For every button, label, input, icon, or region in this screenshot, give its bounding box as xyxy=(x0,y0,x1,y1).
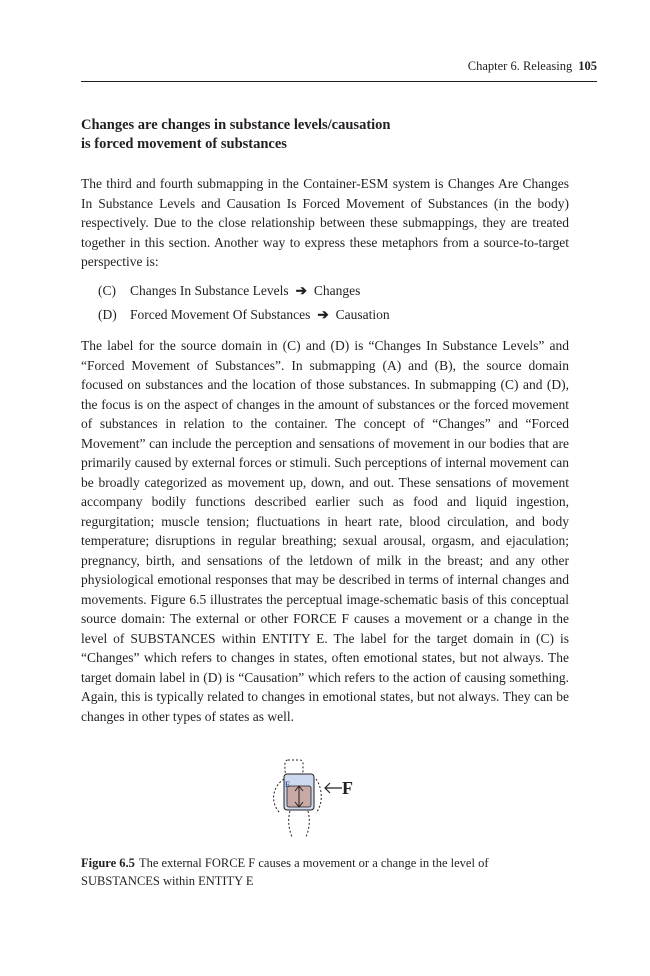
arrow-icon: ➔ xyxy=(317,307,329,322)
mapping-source: Changes In Substance Levels xyxy=(130,283,289,298)
caption-text: The external FORCE F causes a movement or a change in the level of SUBSTANCES within ENTITY E xyxy=(81,856,489,888)
arrow-icon: ➔ xyxy=(295,283,307,298)
mapping-target: Changes xyxy=(313,283,361,298)
chapter-title: Chapter 6. Releasing xyxy=(467,59,573,73)
paragraph-body: The label for the source domain in (C) and (D) is “Changes In Substance Levels” and “Forced Movement of Substances”. In submapping (A) and (B), the source domain focused on substances and the location of those substances. In submapping (C) and (D), the focus is on the aspect of changes in the amount of substances or the forced movement of substances in relation to the container. The concept of “Changes” and “Forced Movement” can include the perception and sensations of movement in our bodies that are primarily caused by external forces or stimuli. Such perceptions of internal movement can be broadly categorized as movement up, down, and out. These sensations of movement accompany bodily functions described earlier such as food and liquid ingestion, regurgitation; muscle tension; fluctuations in heart rate, blood circulation, and body temperature; disruptions in regular breathing; sexual arousal, orgasm, and ejaculation; pregnancy, birth, and sensations of the letdown of milk in the breast; and any other physiological emotional responses that may be described in terms of internal changes and movements. Figure 6.5 illustrates the perceptual image-schematic basis of this conceptual source domain: The external or other FORCE F causes a movement or a change in the level of SUBSTANCES within ENTITY E. The label for the target domain in (C) is “Changes” which refers to changes in states, often emotional states, but not always. The target domain label in (D) is “Causation” which refers to the action of causing something. Again, this is typically related to changes in emotional states, but not always. They can be changes in other types of states as well. xyxy=(81,338,569,724)
body-outline-left xyxy=(274,779,284,813)
mapping-c xyxy=(98,281,360,300)
force-label: F xyxy=(342,778,353,798)
section-title-line-2: is forced movement of substances xyxy=(81,136,287,152)
leg-left xyxy=(289,811,292,837)
mapping-source: Forced Movement Of Substances xyxy=(130,307,311,322)
caption-label: Figure 6.5 xyxy=(81,856,135,870)
mapping-label: (D) xyxy=(98,307,117,322)
section-title-line-1: Changes are changes in substance levels/causation xyxy=(81,117,391,133)
figure-caption xyxy=(81,854,521,890)
mapping-target: Causation xyxy=(335,307,390,322)
entity-label: E xyxy=(285,780,291,789)
paragraph-intro: The third and fourth submapping in the Container-ESM system is Changes Are Changes In Substance Levels and Causation Is Forced Movement of Substances (in the body) respectively. Due to the close relationship between these submappings, they are treated together in this section. Another way to express these metaphors from a source-to-target perspective is: xyxy=(81,176,569,269)
mapping-label: (C) xyxy=(98,283,116,298)
leg-right xyxy=(306,811,309,837)
figure-container-diagram xyxy=(266,757,362,839)
body-outline-right xyxy=(316,779,321,813)
container-top xyxy=(285,760,303,774)
running-header xyxy=(81,59,597,82)
header-text xyxy=(468,59,597,74)
page-number: 105 xyxy=(578,59,597,73)
section-title xyxy=(81,116,561,154)
mapping-d xyxy=(98,305,390,324)
